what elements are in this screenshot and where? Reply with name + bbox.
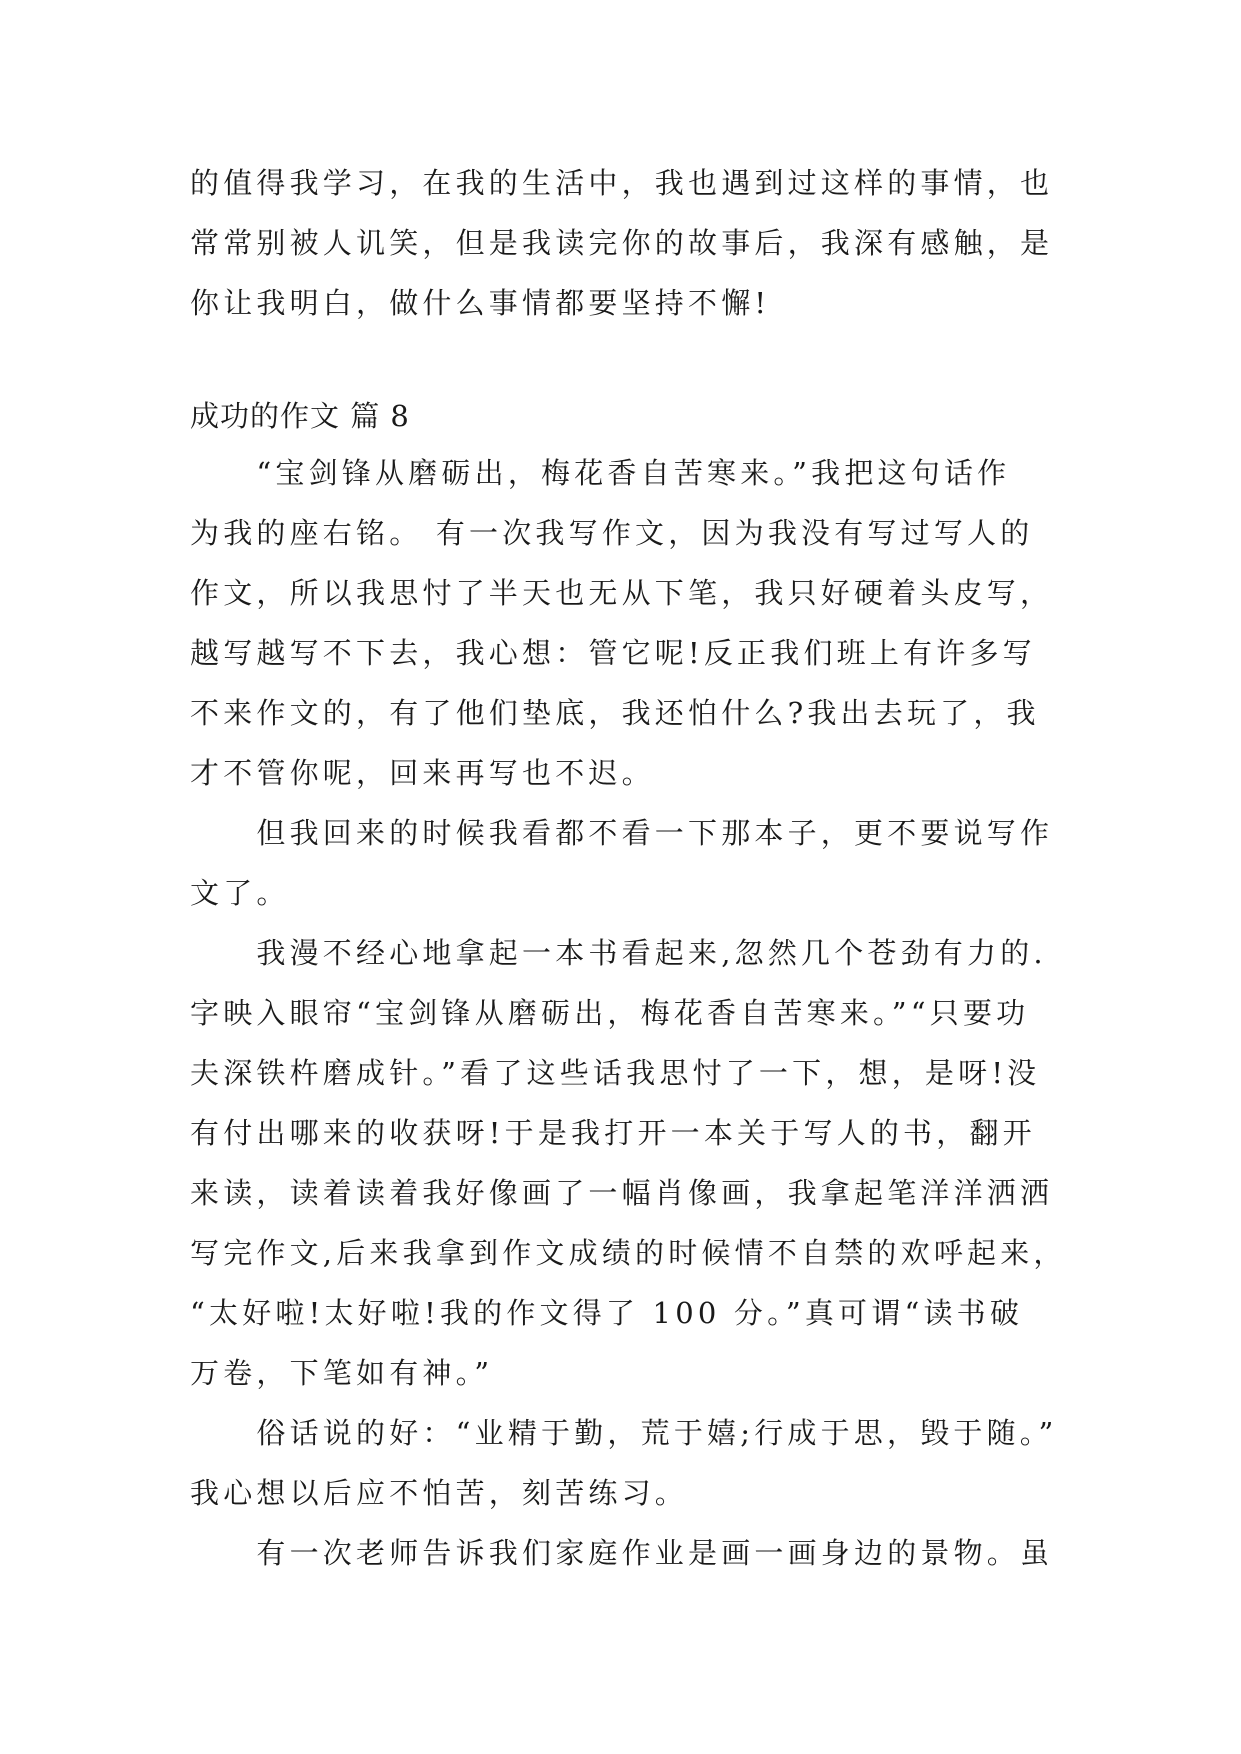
text-line: 常常别被人讥笑，但是我读完你的故事后，我深有感触，是 bbox=[190, 226, 1054, 260]
text-line: 你让我明白，做什么事情都要坚持不懈! bbox=[190, 286, 771, 320]
text-line: 有付出哪来的收获呀!于是我打开一本关于写人的书，翻开 bbox=[190, 1116, 1036, 1150]
text-line: 字映入眼帘“宝剑锋从磨砺出，梅花香自苦寒来。”“只要功 bbox=[190, 996, 1030, 1030]
text-line: 我漫不经心地拿起一本书看起来,忽然几个苍劲有力的. bbox=[190, 936, 1047, 970]
text-line: 才不管你呢，回来再写也不迟。 bbox=[190, 756, 655, 790]
top-paragraph bbox=[190, 153, 1056, 333]
text-line: “太好啦!太好啦!我的作文得了 100 分。”真可谓“读书破 bbox=[190, 1296, 1024, 1330]
text-line: 但我回来的时候我看都不看一下那本子，更不要说写作 bbox=[190, 816, 1054, 850]
text-line: 的值得我学习，在我的生活中，我也遇到过这样的事情，也 bbox=[190, 166, 1054, 200]
text-line: 写完作文,后来我拿到作文成绩的时候情不自禁的欢呼起来， bbox=[190, 1236, 1067, 1270]
text-line: 越写越写不下去，我心想：管它呢!反正我们班上有许多写 bbox=[190, 636, 1036, 670]
essay-body bbox=[190, 443, 1067, 1583]
text-line: 来读，读着读着我好像画了一幅肖像画，我拿起笔洋洋洒洒 bbox=[190, 1176, 1054, 1210]
text-line: 不来作文的，有了他们垫底，我还怕什么?我出去玩了，我 bbox=[190, 696, 1040, 730]
text-line: 我心想以后应不怕苦，刻苦练习。 bbox=[190, 1476, 689, 1510]
text-line: 为我的座右铭。 有一次我写作文，因为我没有写过写人的 bbox=[190, 516, 1034, 550]
text-line: “宝剑锋从磨砺出，梅花香自苦寒来。”我把这句话作 bbox=[190, 456, 1011, 490]
section-heading: 成功的作文 篇 8 bbox=[190, 399, 410, 433]
text-line: 夫深铁杵磨成针。”看了这些话我思忖了一下，想，是呀!没 bbox=[190, 1056, 1041, 1090]
text-line: 俗话说的好：“业精于勤，荒于嬉;行成于思，毁于随。” bbox=[190, 1416, 1058, 1450]
text-line: 作文，所以我思忖了半天也无从下笔，我只好硬着头皮写， bbox=[190, 576, 1054, 610]
text-line: 文了。 bbox=[190, 876, 290, 910]
text-line: 有一次老师告诉我们家庭作业是画一画身边的景物。虽 bbox=[190, 1536, 1054, 1570]
text-line: 万卷，下笔如有神。” bbox=[190, 1356, 494, 1390]
